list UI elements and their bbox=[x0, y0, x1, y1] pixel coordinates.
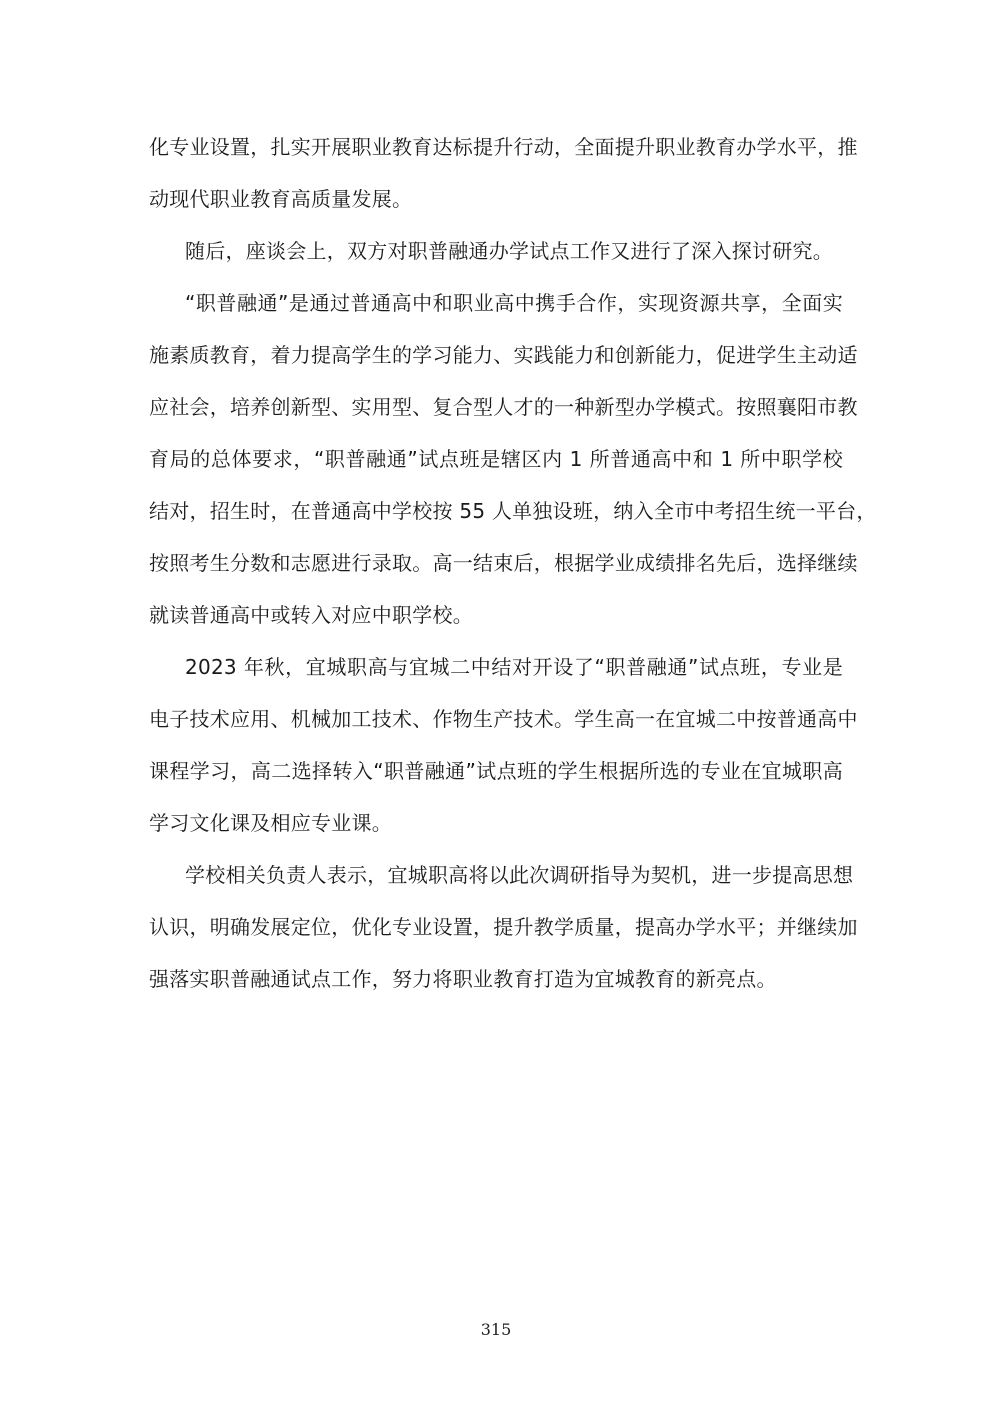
text-line: 课程学习，高二选择转入“职普融通”试点班的学生根据所选的专业在宜城职高 bbox=[149, 759, 843, 783]
text-line: 动现代职业教育高质量发展。 bbox=[149, 187, 413, 211]
text-line: 认识，明确发展定位，优化专业设置，提升教学质量，提高办学水平；并继续加 bbox=[149, 915, 858, 939]
text-line: 学校相关负责人表示，宜城职高将以此次调研指导为契机，进一步提高思想 bbox=[185, 863, 854, 887]
text-line: 2023 年秋，宜城职高与宜城二中结对开设了“职普融通”试点班，专业是 bbox=[185, 655, 843, 679]
text-line: 学习文化课及相应专业课。 bbox=[149, 811, 392, 835]
text-line: 电子技术应用、机械加工技术、作物生产技术。学生高一在宜城二中按普通高中 bbox=[149, 707, 858, 731]
text-line: 就读普通高中或转入对应中职学校。 bbox=[149, 603, 473, 627]
page-number: 315 bbox=[480, 1320, 512, 1339]
text-line: 育局的总体要求，“职普融通”试点班是辖区内 1 所普通高中和 1 所中职学校 bbox=[149, 447, 843, 471]
text-line: 结对，招生时，在普通高中学校按 55 人单独设班，纳入全市中考招生统一平台， bbox=[149, 499, 877, 523]
text-line: 施素质教育，着力提高学生的学习能力、实践能力和创新能力，促进学生主动适 bbox=[149, 343, 858, 367]
text-line: 按照考生分数和志愿进行录取。高一结束后，根据学业成绩排名先后，选择继续 bbox=[149, 551, 858, 575]
text-line: 随后，座谈会上，双方对职普融通办学试点工作又进行了深入探讨研究。 bbox=[185, 239, 833, 263]
text-line: 应社会，培养创新型、实用型、复合型人才的一种新型办学模式。按照襄阳市教 bbox=[149, 395, 858, 419]
text-line: 化专业设置，扎实开展职业教育达标提升行动，全面提升职业教育办学水平，推 bbox=[149, 135, 858, 159]
text-line: “职普融通”是通过普通高中和职业高中携手合作，实现资源共享，全面实 bbox=[185, 291, 843, 315]
text-line: 强落实职普融通试点工作，努力将职业教育打造为宜城教育的新亮点。 bbox=[149, 967, 777, 991]
